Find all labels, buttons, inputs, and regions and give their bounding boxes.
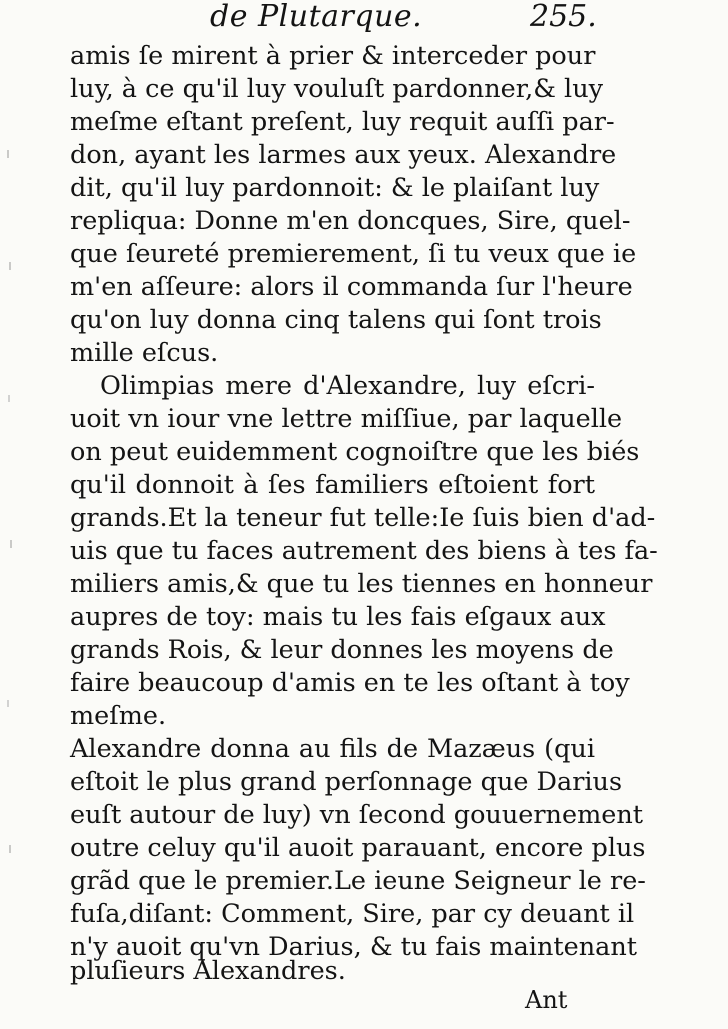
text-line: dit, qu'il luy pardonnoit: & le plaiſant luy bbox=[70, 173, 600, 203]
catchword: Ant bbox=[525, 986, 568, 1014]
text-line: meſme. bbox=[70, 701, 167, 731]
text-line: faire beaucoup d'amis en te les oſtant à toy bbox=[70, 668, 630, 698]
text-line: meſme eſtant preſent, luy requit auſſi par- bbox=[70, 107, 615, 137]
text-line: n'y auoit qu'vn Darius, & tu fais maintenant bbox=[70, 932, 638, 962]
text-line: amis ſe mirent à prier & interceder pour bbox=[70, 41, 596, 71]
text-line: qu'il donnoit à ſes familiers eſtoient fort bbox=[70, 470, 595, 500]
text-line: grãd que le premier.Le ieune Seigneur le re- bbox=[70, 866, 646, 896]
text-line: luy, à ce qu'il luy vouluſt pardonner,& luy bbox=[70, 74, 604, 104]
text-line: m'en aſſeure: alors il commanda ſur l'heure bbox=[70, 272, 633, 302]
text-line: Alexandre donna au fils de Mazæus (qui bbox=[70, 734, 595, 764]
text-line: fuſa,diſant: Comment, Sire, par cy deuant il bbox=[70, 899, 635, 929]
text-line: outre celuy qu'il auoit parauant, encore plus bbox=[70, 833, 646, 863]
text-line: grands Rois, & leur donnes les moyens de bbox=[70, 635, 614, 665]
text-line: on peut euidemment cognoiſtre que les biés bbox=[70, 437, 640, 467]
text-line: mille eſcus. bbox=[70, 338, 219, 368]
running-head: de Plutarque. bbox=[210, 0, 423, 34]
text-line: miliers amis,& que tu les tiennes en honneur bbox=[70, 569, 653, 599]
text-line: Olimpias mere d'Alexandre, luy eſcri- bbox=[100, 371, 595, 401]
text-line: que ſeureté premierement, ſi tu veux que ie bbox=[70, 239, 637, 269]
text-line: aupres de toy: mais tu les fais eſgaux aux bbox=[70, 602, 606, 632]
text-line: pluſieurs Alexandres. bbox=[70, 956, 346, 986]
text-line: eſtoit le plus grand perſonnage que Darius bbox=[70, 767, 623, 797]
text-line: repliqua: Donne m'en doncques, Sire, quel- bbox=[70, 206, 631, 236]
text-line: uis que tu faces autrement des biens à tes fa- bbox=[70, 536, 658, 566]
text-line: don, ayant les larmes aux yeux. Alexandre bbox=[70, 140, 617, 170]
text-line: uoit vn iour vne lettre miſſiue, par laquelle bbox=[70, 404, 623, 434]
text-line: grands.Et la teneur fut telle:Ie ſuis bien d'ad- bbox=[70, 503, 656, 533]
text-line: euſt autour de luy) vn ſecond gouuernement bbox=[70, 800, 644, 830]
page-number: 255. bbox=[530, 0, 597, 34]
text-line: qu'on luy donna cinq talens qui ſont trois bbox=[70, 305, 602, 335]
